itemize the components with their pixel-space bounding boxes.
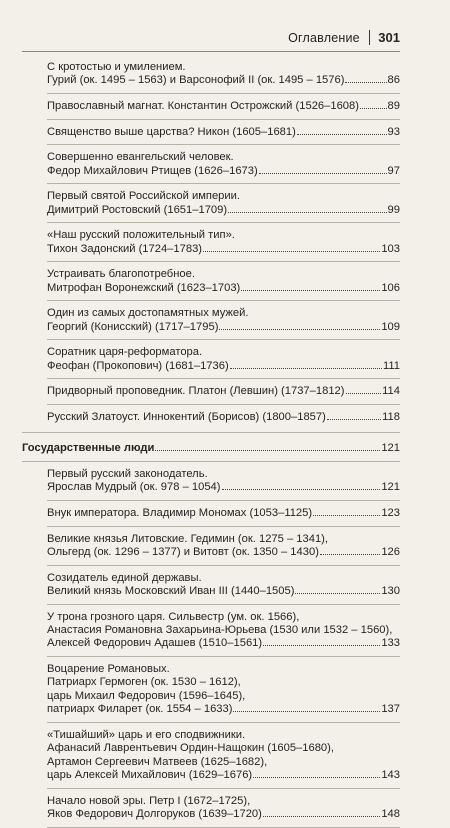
toc-entry bbox=[47, 663, 400, 717]
toc-entry-text: Совершенно евангельский человек. bbox=[47, 151, 234, 164]
toc-entry bbox=[47, 385, 400, 398]
toc-entry-last-line bbox=[47, 204, 400, 217]
toc-entry-text: «Наш русский положительный тип». bbox=[47, 229, 235, 242]
toc-entry-line bbox=[47, 190, 400, 203]
toc-entry-text: Ольгерд (ок. 1296 – 1377) и Витовт (ок. 1350 – 1430) bbox=[47, 545, 319, 558]
toc-entry-last-line bbox=[47, 546, 400, 559]
toc-entry-line bbox=[47, 268, 400, 281]
toc-entry bbox=[47, 126, 400, 139]
entry-separator bbox=[47, 93, 400, 94]
toc-page-number: 103 bbox=[381, 242, 400, 255]
dot-leader bbox=[313, 515, 380, 516]
dot-leader bbox=[230, 368, 382, 369]
toc-entry-text: У трона грозного царя. Сильвестр (ум. ок. 1566), bbox=[47, 610, 300, 623]
toc-page-number: 148 bbox=[381, 807, 400, 820]
entry-separator bbox=[47, 404, 400, 405]
entry-separator bbox=[47, 526, 400, 527]
toc-entry-line bbox=[47, 729, 400, 742]
toc-entry-line bbox=[47, 690, 400, 703]
dot-leader bbox=[228, 212, 386, 213]
toc-entry bbox=[47, 307, 400, 334]
toc-entry-text: Священство выше царства? Никон (1605–1681) bbox=[47, 125, 296, 138]
dot-leader bbox=[297, 134, 387, 135]
toc-entry-last-line bbox=[47, 126, 400, 139]
toc-entry bbox=[47, 795, 400, 822]
toc-entry-text: Артамон Сергеевич Матвеев (1625–1682), bbox=[47, 755, 268, 768]
entry-separator bbox=[47, 300, 400, 301]
toc-page-number: 137 bbox=[381, 703, 400, 716]
toc-entry-line bbox=[47, 611, 400, 624]
entry-separator bbox=[47, 339, 400, 340]
toc-entry-text: царь Алексей Михайлович (1629–1676) bbox=[47, 768, 253, 781]
toc-page-number: 123 bbox=[381, 507, 400, 519]
running-header-title: Оглавление bbox=[288, 30, 360, 45]
toc-page-number: 89 bbox=[387, 100, 400, 112]
toc-entry bbox=[47, 611, 400, 651]
toc-entry-last-line bbox=[47, 585, 400, 598]
toc-page-number: 143 bbox=[381, 768, 400, 781]
page-number: 301 bbox=[378, 30, 400, 45]
dot-leader bbox=[155, 450, 380, 451]
toc-entry bbox=[47, 268, 400, 295]
dot-leader bbox=[263, 816, 380, 817]
toc-entry-text: Православный магнат. Константин Острожский (1526–1608) bbox=[47, 100, 359, 112]
toc-entry-line bbox=[47, 624, 400, 637]
dot-leader bbox=[345, 82, 386, 83]
dot-leader bbox=[327, 419, 381, 420]
dot-leader bbox=[241, 290, 380, 291]
toc-entry-last-line bbox=[47, 282, 400, 295]
toc-entry-last-line bbox=[47, 769, 400, 782]
dot-leader bbox=[253, 777, 380, 778]
toc-entry-last-line bbox=[47, 637, 400, 650]
toc-entry bbox=[47, 411, 400, 424]
toc-page-number: 118 bbox=[382, 410, 400, 423]
toc-entry-text: царь Михаил Федорович (1596–1645), bbox=[47, 689, 246, 702]
dot-leader bbox=[360, 108, 387, 109]
toc-entry-text: Афанасий Лаврентьевич Ордин-Нащокин (1605–1680), bbox=[47, 742, 334, 755]
dot-leader bbox=[263, 645, 380, 646]
toc-entry-last-line bbox=[47, 808, 400, 821]
toc-entry-line bbox=[47, 229, 400, 242]
toc-page-number: 133 bbox=[381, 637, 400, 650]
toc-entry-text: Анастасия Романовна Захарьина-Юрьева (1530 или 1532 – 1560), bbox=[47, 623, 393, 636]
dot-leader bbox=[222, 489, 381, 490]
toc-entry-text: Тихон Задонский (1724–1783) bbox=[47, 242, 203, 255]
toc-entry-text: С кротостью и умилением. bbox=[47, 61, 186, 73]
toc-entry-line bbox=[47, 663, 400, 676]
toc-entry-last-line bbox=[47, 100, 400, 113]
dot-leader bbox=[320, 554, 380, 555]
toc-entry-text: Яков Федорович Долгоруков (1639–1720) bbox=[47, 807, 262, 820]
toc-page-number: 93 bbox=[387, 125, 400, 138]
toc-entry-text: Начало новой эры. Петр I (1672–1725), bbox=[47, 794, 251, 807]
entry-separator bbox=[47, 827, 400, 828]
toc-entry bbox=[47, 346, 400, 373]
toc-page-number: 99 bbox=[387, 203, 400, 216]
entry-separator bbox=[47, 183, 400, 184]
entry-separator bbox=[47, 378, 400, 379]
entry-separator bbox=[47, 500, 400, 501]
entry-separator bbox=[47, 119, 400, 120]
dot-leader bbox=[346, 393, 382, 394]
toc-entry-last-line bbox=[47, 360, 400, 373]
toc-entry-last-line bbox=[47, 321, 400, 334]
toc-entry-text: Внук императора. Владимир Мономах (1053–1125) bbox=[47, 507, 313, 519]
toc-entry-text: Один из самых достопамятных мужей. bbox=[47, 307, 249, 320]
toc-entry-text: Воцарение Романовых. bbox=[47, 663, 170, 675]
toc-entry-text: Ярослав Мудрый (ок. 978 – 1054) bbox=[47, 481, 221, 494]
toc-entry-text: Государственные люди bbox=[22, 442, 155, 455]
entry-separator bbox=[47, 261, 400, 262]
toc-entry-line bbox=[47, 676, 400, 689]
entry-separator bbox=[22, 432, 400, 433]
toc-entry-text: Русский Златоуст. Иннокентий (Борисов) (1800–1857) bbox=[47, 410, 326, 423]
toc-entry-text: Феофан (Прокопович) (1681–1736) bbox=[47, 359, 229, 372]
toc-page-number: 121 bbox=[381, 481, 400, 494]
dot-leader bbox=[259, 173, 387, 174]
entry-separator bbox=[22, 461, 400, 462]
toc-entry bbox=[47, 533, 400, 560]
toc-entry-text: «Тишайший» царь и его сподвижники. bbox=[47, 728, 246, 741]
toc-entry-line bbox=[47, 756, 400, 769]
toc-entry bbox=[47, 729, 400, 783]
toc-entry-text: Устраивать благопотребное. bbox=[47, 268, 195, 281]
toc-entry-last-line bbox=[47, 74, 400, 87]
toc-entry bbox=[47, 190, 400, 217]
toc-entry-text: Митрофан Воронежский (1623–1703) bbox=[47, 281, 241, 294]
toc-entry bbox=[47, 468, 400, 495]
toc-page-number: 86 bbox=[387, 74, 400, 87]
toc-entry-text: Федор Михайлович Ртищев (1626–1673) bbox=[47, 164, 258, 177]
toc-page-number: 114 bbox=[382, 385, 400, 398]
toc-entry bbox=[47, 151, 400, 178]
entry-separator bbox=[47, 656, 400, 657]
toc-entry bbox=[47, 61, 400, 88]
toc-entry-last-line bbox=[47, 481, 400, 494]
toc-entry-line bbox=[47, 742, 400, 755]
toc-entry bbox=[47, 229, 400, 256]
entry-separator bbox=[47, 604, 400, 605]
toc-section-heading bbox=[22, 442, 400, 455]
toc-page-number: 121 bbox=[381, 442, 400, 455]
toc-entry-text: Соратник царя-реформатора. bbox=[47, 346, 203, 359]
toc-entry-line bbox=[47, 533, 400, 546]
dot-leader bbox=[295, 593, 380, 594]
entry-separator bbox=[47, 565, 400, 566]
toc-page-number: 130 bbox=[381, 584, 400, 597]
toc-entry-line bbox=[47, 572, 400, 585]
header-separator bbox=[369, 30, 371, 45]
toc-entry-last-line bbox=[47, 385, 400, 398]
toc-page-number: 109 bbox=[381, 320, 400, 333]
toc-entry-text: Великие князья Литовские. Гедимин (ок. 1275 – 1341), bbox=[47, 532, 329, 545]
toc-entry-text: Придворный проповедник. Платон (Левшин) (1737–1812) bbox=[47, 385, 345, 398]
toc-entry-line bbox=[47, 346, 400, 359]
toc-entry-text: Великий князь Московский Иван III (1440–1505) bbox=[47, 584, 295, 597]
entry-separator bbox=[47, 788, 400, 789]
toc-entry-last-line bbox=[47, 703, 400, 716]
toc-entry-last-line bbox=[47, 243, 400, 256]
toc-entry-text: Первый святой Российской империи. bbox=[47, 190, 240, 203]
toc-entry-text: Патриарх Гермоген (ок. 1530 – 1612), bbox=[47, 676, 241, 689]
running-header bbox=[288, 30, 400, 45]
entry-separator bbox=[47, 144, 400, 145]
entry-separator bbox=[47, 222, 400, 223]
toc-entry-last-line bbox=[22, 442, 400, 455]
toc-entry-text: Первый русский законодатель. bbox=[47, 468, 208, 480]
toc-entry-text: Созидатель единой державы. bbox=[47, 571, 202, 584]
dot-leader bbox=[203, 251, 380, 252]
toc-entry-text: Георгий (Конисский) (1717–1795) bbox=[47, 320, 219, 333]
toc-page-number: 97 bbox=[387, 164, 400, 177]
toc-entry-text: Димитрий Ростовский (1651–1709) bbox=[47, 203, 228, 216]
toc-entry-last-line bbox=[47, 411, 400, 424]
toc-entry-text: Алексей Федорович Адашев (1510–1561) bbox=[47, 637, 263, 650]
toc-entry-line bbox=[47, 795, 400, 808]
toc-entry-line bbox=[47, 151, 400, 164]
toc-entry-last-line bbox=[47, 507, 400, 520]
toc-entry-line bbox=[47, 307, 400, 320]
toc-entry-line bbox=[47, 61, 400, 74]
toc-entry bbox=[47, 572, 400, 599]
toc-entry-text: патриарх Филарет (ок. 1554 – 1633) bbox=[47, 703, 233, 716]
dot-leader bbox=[219, 329, 380, 330]
dot-leader bbox=[233, 711, 380, 712]
toc-entry bbox=[47, 507, 400, 520]
header-rule bbox=[22, 51, 400, 52]
toc-page-number: 126 bbox=[381, 545, 400, 558]
toc-entry bbox=[47, 100, 400, 113]
toc-page-number: 106 bbox=[381, 281, 400, 294]
toc-entry-text: Гурий (ок. 1495 – 1563) и Варсонофий II (ок. 1495 – 1576) bbox=[47, 74, 345, 87]
toc-entry-line bbox=[47, 468, 400, 481]
toc-page-number: 111 bbox=[382, 359, 400, 372]
toc-entry-last-line bbox=[47, 165, 400, 178]
